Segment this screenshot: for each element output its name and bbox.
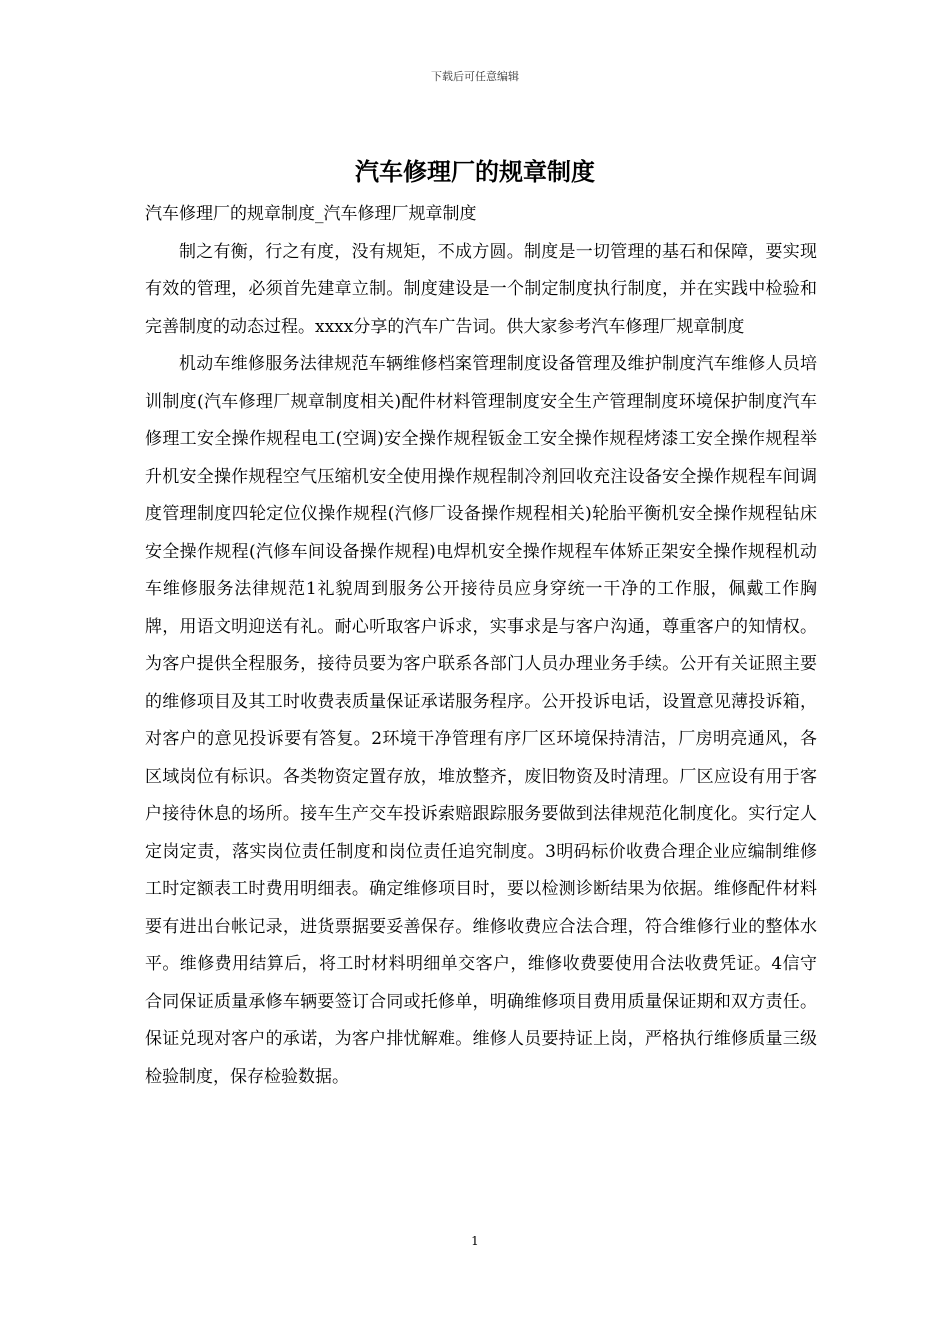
- page-number: 1: [471, 1234, 479, 1248]
- document-title: 汽车修理厂的规章制度: [355, 157, 595, 186]
- document-subtitle: 汽车修理厂的规章制度_汽车修理厂规章制度: [145, 204, 477, 224]
- body-paragraph-regulations: 机动车维修服务法律规范车辆维修档案管理制度设备管理及维护制度汽车维修人员培训制度(汽车修理厂规章制度相关)配件材料管理制度安全生产管理制度环境保护制度汽车修理工安全操作规程电工(空调)安全操作规程钣金工安全操作规程烤漆工安全操作规程举升机安全操作规程空气压缩机安全使用操作规程制冷剂回收充注设备安全操作规程车间调度管理制度四轮定位仪操作规程(汽修厂设备操作规程相关)轮胎平衡机安全操作规程钻床安全操作规程(汽修车间设备操作规程)电焊机安全操作规程车体矫正架安全操作规程机动车维修服务法律规范1礼貌周到服务公开接待员应身穿统一干净的工作服，佩戴工作胸牌，用语文明迎送有礼。耐心听取客户诉求，实事求是与客户沟通，尊重客户的知情权。为客户提供全程服务，接待员要为客户联系各部门人员办理业务手续。公开有关证照主要的维修项目及其工时收费表质量保证承诺服务程序。公开投诉电话，设置意见薄投诉箱，对客户的意见投诉要有答复。2环境干净管理有序厂区环境保持清洁，厂房明亮通风，各区域岗位有标识。各类物资定置存放，堆放整齐，废旧物资及时清理。厂区应设有用于客户接待休息的场所。接车生产交车投诉索赔跟踪服务要做到法律规范化制度化。实行定人定岗定责，落实岗位责任制度和岗位责任追究制度。3明码标价收费合理企业应编制维修工时定额表工时费用明细表。确定维修项目时，要以检测诊断结果为依据。维修配件材料要有进出台帐记录，进货票据要妥善保存。维修收费应合法合理，符合维修行业的整体水平。维修费用结算后，将工时材料明细单交客户，维修收费要使用合法收费凭证。4信守合同保证质量承修车辆要签订合同或托修单，明确维修项目费用质量保证期和双方责任。保证兑现对客户的承诺，为客户排忧解难。维修人员要持证上岗，严格执行维修质量三级检验制度，保存检验数据。: [145, 354, 817, 1087]
- header-note: 下载后可任意编辑: [431, 70, 519, 83]
- document-body: [145, 196, 817, 1096]
- body-paragraph-intro: 制之有衡，行之有度，没有规矩，不成方圆。制度是一切管理的基石和保障，要实现有效的管理，必须首先建章立制。制度建设是一个制定制度执行制度，并在实践中检验和完善制度的动态过程。xxxx分享的汽车广告词。供大家参考汽车修理厂规章制度: [145, 241, 817, 337]
